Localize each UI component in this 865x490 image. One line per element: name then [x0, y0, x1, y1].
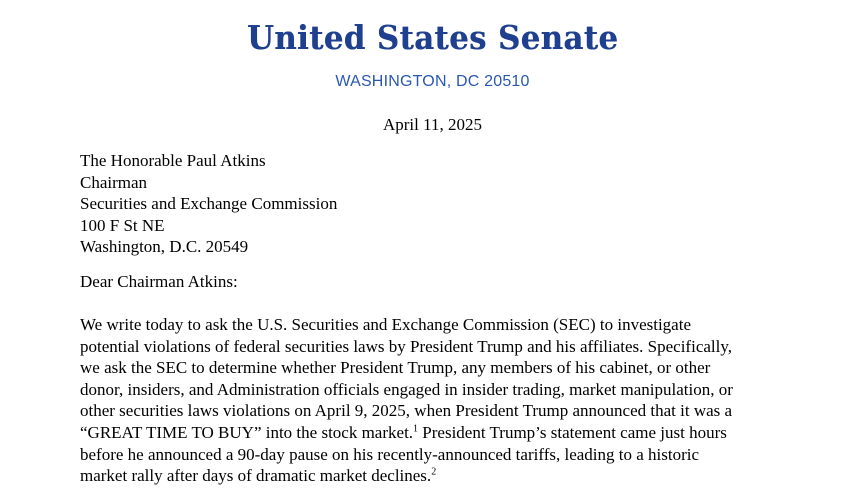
recipient-city: Washington, D.C. 20549: [80, 237, 249, 257]
body-line: before he announced a 90-day pause on his recently-announced tariffs, leading to a historic: [80, 444, 700, 464]
recipient-organization: Securities and Exchange Commission: [80, 194, 338, 214]
body-line: [80, 422, 800, 444]
footnote-marker: 1: [413, 423, 419, 435]
body-line: potential violations of federal securities laws by President Trump and his affiliates. Specifically,: [80, 336, 733, 356]
letterhead-address: WASHINGTON, DC 20510: [335, 73, 530, 90]
body-text: “GREAT TIME TO BUY” into the stock market.: [80, 422, 414, 442]
salutation: Dear Chairman Atkins:: [80, 272, 238, 291]
body-paragraph: [80, 314, 800, 487]
body-line: We write today to ask the U.S. Securities and Exchange Commission (SEC) to investigate: [80, 315, 691, 334]
recipient-address-block: [80, 150, 337, 258]
senate-letterhead-title: United States Senate: [246, 18, 619, 57]
body-line: we ask the SEC to determine whether President Trump, any members of his cabinet, or other: [80, 358, 711, 378]
body-text: President Trump’s statement came just hours: [418, 422, 727, 442]
body-line: other securities laws violations on April 9, 2025, when President Trump announced that it was a: [80, 401, 733, 421]
recipient-street: 100 F St NE: [80, 215, 165, 235]
letterhead: [0, 18, 865, 58]
recipient-title: Chairman: [80, 172, 148, 192]
footnote-marker: 2: [431, 466, 437, 478]
letter-date: April 11, 2025: [382, 115, 482, 134]
recipient-name: The Honorable Paul Atkins: [80, 151, 266, 170]
body-line: [80, 465, 800, 487]
body-line: donor, insiders, and Administration officials engaged in insider trading, market manipulation, or: [80, 379, 733, 399]
body-text: market rally after days of dramatic market declines.: [80, 466, 432, 486]
